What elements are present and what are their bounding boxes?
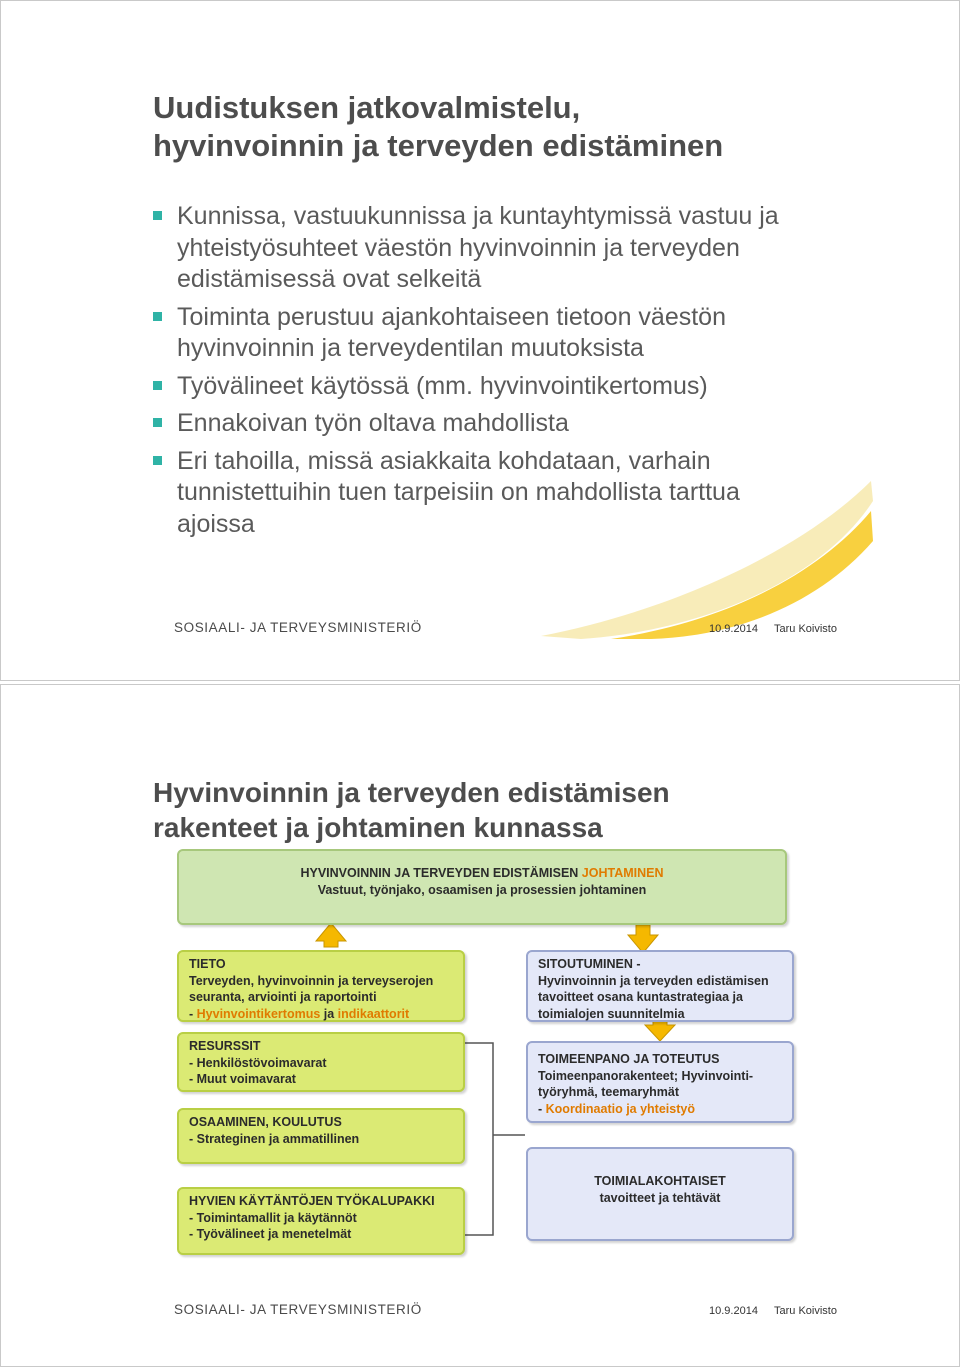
resurssit-heading: RESURSSIT	[189, 1039, 261, 1053]
osaaminen-heading: OSAAMINEN, KOULUTUS	[189, 1115, 342, 1129]
sitoutuminen-line-1: Hyvinvoinnin ja terveyden edistämisen	[538, 973, 769, 988]
tyokalupakki-heading: HYVIEN KÄYTÄNTÖJEN TYÖKALUPAKKI	[189, 1194, 435, 1208]
sitoutuminen-line-3: toimialojen suunnitelmia	[538, 1006, 685, 1021]
toimeenpano-highlight: Koordinaatio ja yhteistyö	[545, 1101, 695, 1116]
leadership-box-title-text: HYVINVOINNIN JA TERVEYDEN EDISTÄMISEN	[300, 866, 582, 880]
toimialakohtaiset-box	[526, 1147, 794, 1241]
diagram-connectors	[1, 685, 960, 1367]
bullet-item	[153, 446, 813, 541]
osaaminen-line-1: - Strateginen ja ammatillinen	[189, 1131, 360, 1146]
bullet-text: Ennakoivan työn oltava mahdollista	[177, 409, 569, 437]
toimeenpano-heading: TOIMEENPANO JA TOTEUTUS	[538, 1052, 720, 1066]
tyokalupakki-line-1: - Toimintamallit ja käytännöt	[189, 1210, 357, 1225]
tieto-highlight-indikaattorit: indikaattorit	[337, 1006, 410, 1021]
sitoutuminen-line-2: tavoitteet osana kuntastrategiaa ja	[538, 990, 743, 1004]
resurssit-box	[177, 1032, 465, 1092]
bullet-list	[153, 201, 813, 546]
toimeenpano-box	[526, 1041, 794, 1123]
sitoutuminen-heading: SITOUTUMINEN -	[538, 957, 641, 971]
leadership-box	[177, 849, 787, 925]
resurssit-line-2: - Muut voimavarat	[189, 1072, 296, 1086]
bullet-item	[153, 201, 813, 296]
ministry-logo-text: SOSIAALI- JA TERVEYSMINISTERIÖ	[174, 1302, 422, 1317]
bullet-text: Toiminta perustuu ajankohtaiseen tietoon väestön hyvinvoinnin ja terveydentilan muutoksista	[177, 302, 726, 362]
ministry-logo-text: SOSIAALI- JA TERVEYSMINISTERIÖ	[174, 620, 422, 635]
slide-1-title	[153, 89, 723, 165]
bullet-square-icon	[153, 456, 162, 465]
bullet-text: Eri tahoilla, missä asiakkaita kohdataan, varhain tunnistettuihin tuen tarpeisiin on mahdollista tarttua ajoissa	[177, 446, 740, 538]
down-arrow-icon	[628, 925, 658, 953]
bullet-square-icon	[153, 418, 162, 427]
sitoutuminen-box	[526, 950, 794, 1022]
bullet-square-icon	[153, 381, 162, 390]
slide-1	[0, 0, 960, 681]
tyokalupakki-line-2: - Työvälineet ja menetelmät	[189, 1227, 352, 1241]
tieto-heading: TIETO	[189, 957, 226, 971]
bullet-square-icon	[153, 312, 162, 321]
tieto-box	[177, 950, 465, 1022]
tieto-highlight-hyvinvointikertomus: Hyvinvointikertomus	[196, 1006, 321, 1021]
bullet-text: Työvälineet käytössä (mm. hyvinvointikertomus)	[177, 371, 708, 400]
leadership-box-title	[189, 865, 775, 882]
leadership-box-title-highlight: JOHTAMINEN	[581, 866, 664, 880]
bullet-item	[153, 302, 813, 365]
up-arrow-icon	[316, 923, 346, 947]
slide-2-title-line-1: Hyvinvoinnin ja terveyden edistämisen	[153, 777, 670, 808]
tieto-line-1: Terveyden, hyvinvoinnin ja terveyserojen	[189, 973, 434, 988]
toimeenpano-line-2: työryhmä, teemaryhmät	[538, 1085, 680, 1099]
toimeenpano-line-3-prefix: -	[538, 1101, 546, 1116]
bullet-square-icon	[153, 211, 162, 220]
resurssit-line-1: - Henkilöstövoimavarat	[189, 1055, 327, 1070]
osaaminen-box	[177, 1108, 465, 1164]
tieto-line-3-mid: ja	[320, 1006, 338, 1021]
toimeenpano-line-3	[538, 1101, 782, 1118]
slide-2	[0, 684, 960, 1367]
slide-2-title-line-2: rakenteet ja johtaminen kunnassa	[153, 812, 603, 843]
footer-author: Taru Koivisto	[774, 623, 837, 635]
footer-date: 10.9.2014	[709, 623, 758, 635]
bullet-item	[153, 408, 813, 440]
tieto-line-3	[189, 1006, 453, 1023]
leadership-box-subtitle: Vastuut, työnjako, osaamisen ja prosessien johtaminen	[317, 882, 647, 897]
bullet-item	[153, 371, 813, 403]
tyokalupakki-box	[177, 1187, 465, 1255]
connector-line	[463, 1043, 493, 1235]
tieto-line-3-prefix: -	[189, 1006, 197, 1021]
slide-1-title-line-2: hyvinvoinnin ja terveyden edistäminen	[153, 128, 724, 163]
toimeenpano-line-1: Toimeenpanorakenteet; Hyvinvointi-	[538, 1068, 754, 1083]
footer-author: Taru Koivisto	[774, 1305, 837, 1317]
tieto-line-2: seuranta, arviointi ja raportointi	[189, 990, 377, 1004]
bullet-text: Kunnissa, vastuukunnissa ja kuntayhtymissä vastuu ja yhteistyösuhteet väestön hyvinvoinnin ja terveyden edistämisessä ovat selkeitä	[177, 202, 779, 293]
footer-date: 10.9.2014	[709, 1305, 758, 1317]
slide-1-title-line-1: Uudistuksen jatkovalmistelu,	[153, 90, 581, 125]
toimialakohtaiset-line-1: TOIMIALAKOHTAISET	[594, 1174, 726, 1188]
toimialakohtaiset-line-2: tavoitteet ja tehtävät	[599, 1190, 721, 1205]
